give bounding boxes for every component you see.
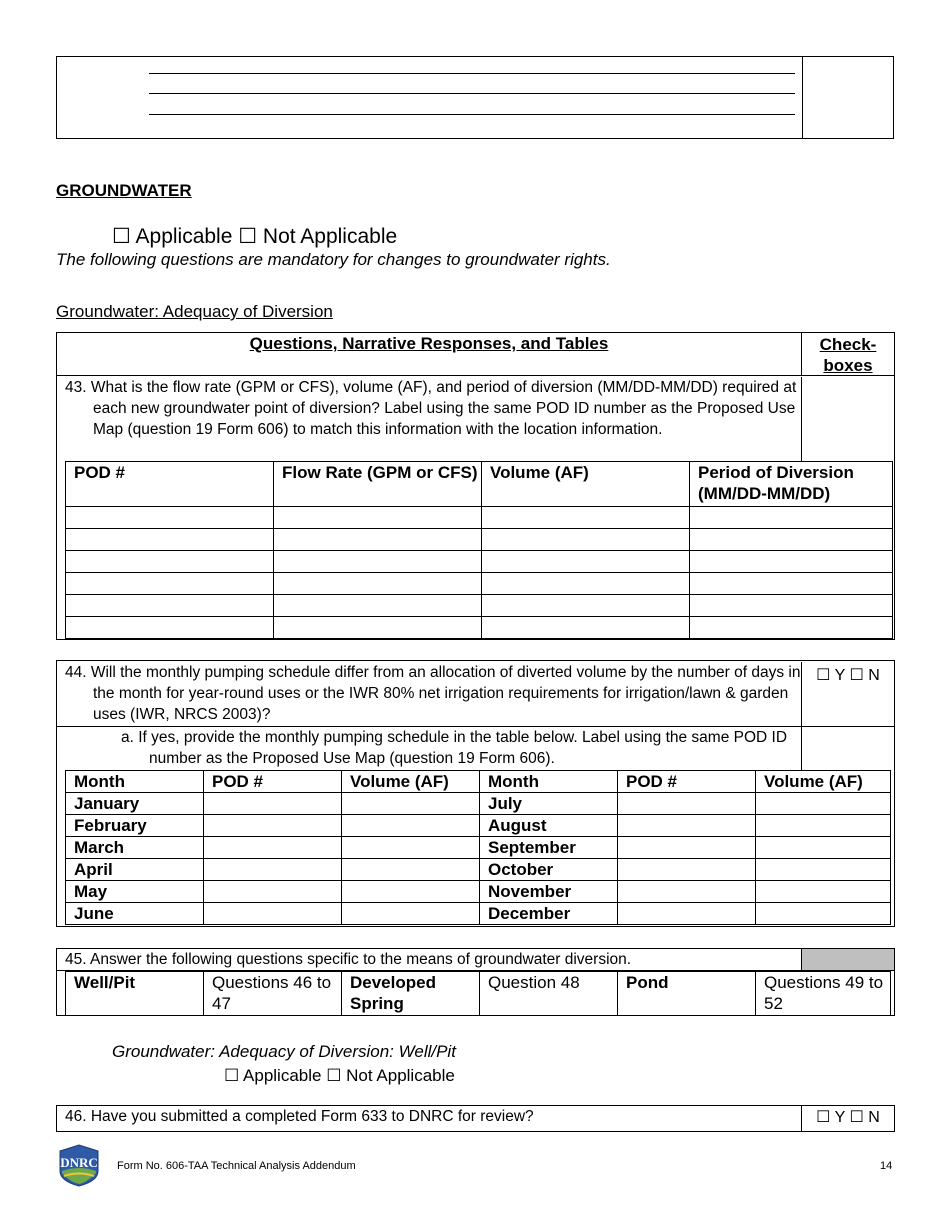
table-cell[interactable] bbox=[274, 595, 482, 617]
col-flow-rate: Flow Rate (GPM or CFS) bbox=[274, 462, 482, 507]
month-label: April bbox=[66, 859, 204, 881]
month-label: June bbox=[66, 903, 204, 925]
month-label: November bbox=[480, 881, 618, 903]
table-cell[interactable] bbox=[204, 881, 342, 903]
month-label: December bbox=[480, 903, 618, 925]
diversion-questions: Questions 49 to 52 bbox=[756, 972, 891, 1016]
table-row bbox=[66, 573, 893, 595]
col-volume-right: Volume (AF) bbox=[756, 771, 891, 793]
wellpit-title: Groundwater: Adequacy of Diversion: Well/Pit bbox=[112, 1042, 456, 1061]
question-43-table bbox=[56, 332, 895, 640]
section-applicability[interactable] bbox=[112, 224, 397, 249]
table-cell[interactable] bbox=[618, 881, 756, 903]
section-title: GROUNDWATER bbox=[56, 181, 192, 200]
month-label: May bbox=[66, 881, 204, 903]
page-number: 14 bbox=[880, 1160, 893, 1172]
answer-line[interactable] bbox=[149, 73, 795, 74]
question-43-text: 43. What is the flow rate (GPM or CFS), volume (AF), and period of diversion (MM/DD-MM/DD) required at each new groundwater point of diversion? Label using the same POD ID number as the Proposed Use Map (question 19 Form 606) to match this information with the location information. bbox=[57, 377, 802, 461]
col-volume-left: Volume (AF) bbox=[342, 771, 480, 793]
diversion-type-well-pit: Well/Pit bbox=[66, 972, 204, 1016]
table-cell[interactable] bbox=[756, 815, 891, 837]
table-cell[interactable] bbox=[204, 815, 342, 837]
table-cell[interactable] bbox=[756, 859, 891, 881]
col-pod: POD # bbox=[66, 462, 274, 507]
question-44-table bbox=[56, 660, 895, 927]
table-cell[interactable] bbox=[690, 617, 893, 639]
table-cell[interactable] bbox=[204, 837, 342, 859]
pod-table bbox=[65, 461, 893, 639]
month-label: July bbox=[480, 793, 618, 815]
monthly-schedule-table bbox=[65, 770, 891, 925]
mandatory-note: The following questions are mandatory for changes to groundwater rights. bbox=[56, 250, 611, 269]
month-label: March bbox=[66, 837, 204, 859]
question-45-table bbox=[56, 948, 895, 1016]
table-cell[interactable] bbox=[274, 507, 482, 529]
table-row bbox=[66, 793, 891, 815]
table-cell[interactable] bbox=[690, 507, 893, 529]
applicable-checkbox[interactable]: ☐ Applicable bbox=[112, 225, 233, 248]
table-cell[interactable] bbox=[204, 859, 342, 881]
form-label: Form No. 606-TAA Technical Analysis Addendum bbox=[117, 1160, 356, 1172]
table-cell[interactable] bbox=[482, 507, 690, 529]
table-cell[interactable] bbox=[66, 507, 274, 529]
question-46-text: 46. Have you submitted a completed Form 633 to DNRC for review? bbox=[57, 1106, 802, 1131]
table-cell[interactable] bbox=[618, 903, 756, 925]
col-period: Period of Diversion (MM/DD-MM/DD) bbox=[690, 462, 893, 507]
table-cell[interactable] bbox=[482, 595, 690, 617]
table-cell[interactable] bbox=[690, 551, 893, 573]
col-month-left: Month bbox=[66, 771, 204, 793]
header-checkboxes-cell bbox=[802, 333, 894, 376]
table-row bbox=[66, 859, 891, 881]
table-cell[interactable] bbox=[342, 793, 480, 815]
table-cell[interactable] bbox=[204, 903, 342, 925]
header-questions: Questions, Narrative Responses, and Tables bbox=[249, 334, 609, 353]
table-cell[interactable] bbox=[690, 595, 893, 617]
table-cell[interactable] bbox=[618, 815, 756, 837]
header-questions-cell bbox=[57, 333, 802, 376]
svg-text:DNRC: DNRC bbox=[60, 1155, 98, 1170]
table-cell[interactable] bbox=[756, 837, 891, 859]
table-row bbox=[66, 837, 891, 859]
table-row bbox=[66, 617, 893, 639]
table-cell[interactable] bbox=[66, 551, 274, 573]
table-cell[interactable] bbox=[66, 595, 274, 617]
month-label: October bbox=[480, 859, 618, 881]
table-cell[interactable] bbox=[756, 793, 891, 815]
question-44-text: 44. Will the monthly pumping schedule differ from an allocation of diverted volume by the number of days in the month for year-round uses or the IWR 80% net irrigation requirements for irrigation/lawn & garden uses (IWR, NRCS 2003)? bbox=[57, 662, 802, 727]
col-volume: Volume (AF) bbox=[482, 462, 690, 507]
table-row bbox=[66, 881, 891, 903]
table-cell[interactable] bbox=[756, 881, 891, 903]
subsection-title: Groundwater: Adequacy of Diversion bbox=[56, 302, 333, 321]
table-cell[interactable] bbox=[204, 793, 342, 815]
table-cell[interactable] bbox=[342, 903, 480, 925]
table-cell[interactable] bbox=[618, 837, 756, 859]
table-cell[interactable] bbox=[342, 881, 480, 903]
question-43-checkbox-cell bbox=[802, 376, 894, 461]
table-cell[interactable] bbox=[482, 617, 690, 639]
table-cell[interactable] bbox=[274, 573, 482, 595]
table-row bbox=[66, 815, 891, 837]
answer-line[interactable] bbox=[149, 93, 795, 94]
col-month-right: Month bbox=[480, 771, 618, 793]
dnrc-logo bbox=[56, 1143, 102, 1187]
table-cell[interactable] bbox=[482, 573, 690, 595]
wellpit-applicability[interactable]: ☐ Applicable ☐ Not Applicable bbox=[224, 1066, 455, 1085]
checkbox-cell bbox=[802, 57, 803, 138]
diversion-type-developed-spring: Developed Spring bbox=[342, 972, 480, 1016]
month-label: January bbox=[66, 793, 204, 815]
table-cell[interactable] bbox=[274, 551, 482, 573]
table-cell[interactable] bbox=[342, 859, 480, 881]
previous-question-box bbox=[56, 56, 894, 139]
table-row bbox=[66, 551, 893, 573]
table-row bbox=[66, 507, 893, 529]
table-cell[interactable] bbox=[342, 837, 480, 859]
table-cell[interactable] bbox=[342, 815, 480, 837]
table-row bbox=[66, 529, 893, 551]
question-46-table bbox=[56, 1105, 895, 1132]
answer-line[interactable] bbox=[149, 114, 795, 115]
header-checkboxes-1: Check- bbox=[819, 335, 877, 354]
table-cell[interactable] bbox=[66, 529, 274, 551]
not-applicable-checkbox[interactable]: ☐ Not Applicable bbox=[238, 225, 398, 248]
month-label: August bbox=[480, 815, 618, 837]
shaded-cell bbox=[802, 949, 894, 971]
month-label: February bbox=[66, 815, 204, 837]
table-cell[interactable] bbox=[618, 793, 756, 815]
diversion-means-table bbox=[65, 971, 891, 1016]
question-44a-text: a. If yes, provide the monthly pumping schedule in the table below. Label using the same POD ID number as the Proposed Use Map (question 19 Form 606). bbox=[121, 727, 802, 771]
col-pod-right: POD # bbox=[618, 771, 756, 793]
col-pod-left: POD # bbox=[204, 771, 342, 793]
table-cell[interactable] bbox=[482, 551, 690, 573]
diversion-questions: Question 48 bbox=[480, 972, 618, 1016]
diversion-questions: Questions 46 to 47 bbox=[204, 972, 342, 1016]
table-cell[interactable] bbox=[66, 573, 274, 595]
table-cell[interactable] bbox=[618, 859, 756, 881]
table-row bbox=[66, 595, 893, 617]
table-cell[interactable] bbox=[66, 617, 274, 639]
question-45-text: 45. Answer the following questions specific to the means of groundwater diversion. bbox=[57, 949, 802, 971]
table-cell[interactable] bbox=[690, 529, 893, 551]
table-row bbox=[66, 903, 891, 925]
table-cell[interactable] bbox=[690, 573, 893, 595]
header-checkboxes-2: boxes bbox=[823, 356, 873, 375]
question-46-checkbox[interactable]: ☐ Y ☐ N bbox=[816, 1109, 880, 1126]
table-cell[interactable] bbox=[274, 617, 482, 639]
table-cell[interactable] bbox=[274, 529, 482, 551]
month-label: September bbox=[480, 837, 618, 859]
table-cell[interactable] bbox=[756, 903, 891, 925]
table-cell[interactable] bbox=[482, 529, 690, 551]
diversion-type-pond: Pond bbox=[618, 972, 756, 1016]
question-44-checkbox[interactable]: ☐ Y ☐ N bbox=[802, 661, 894, 727]
